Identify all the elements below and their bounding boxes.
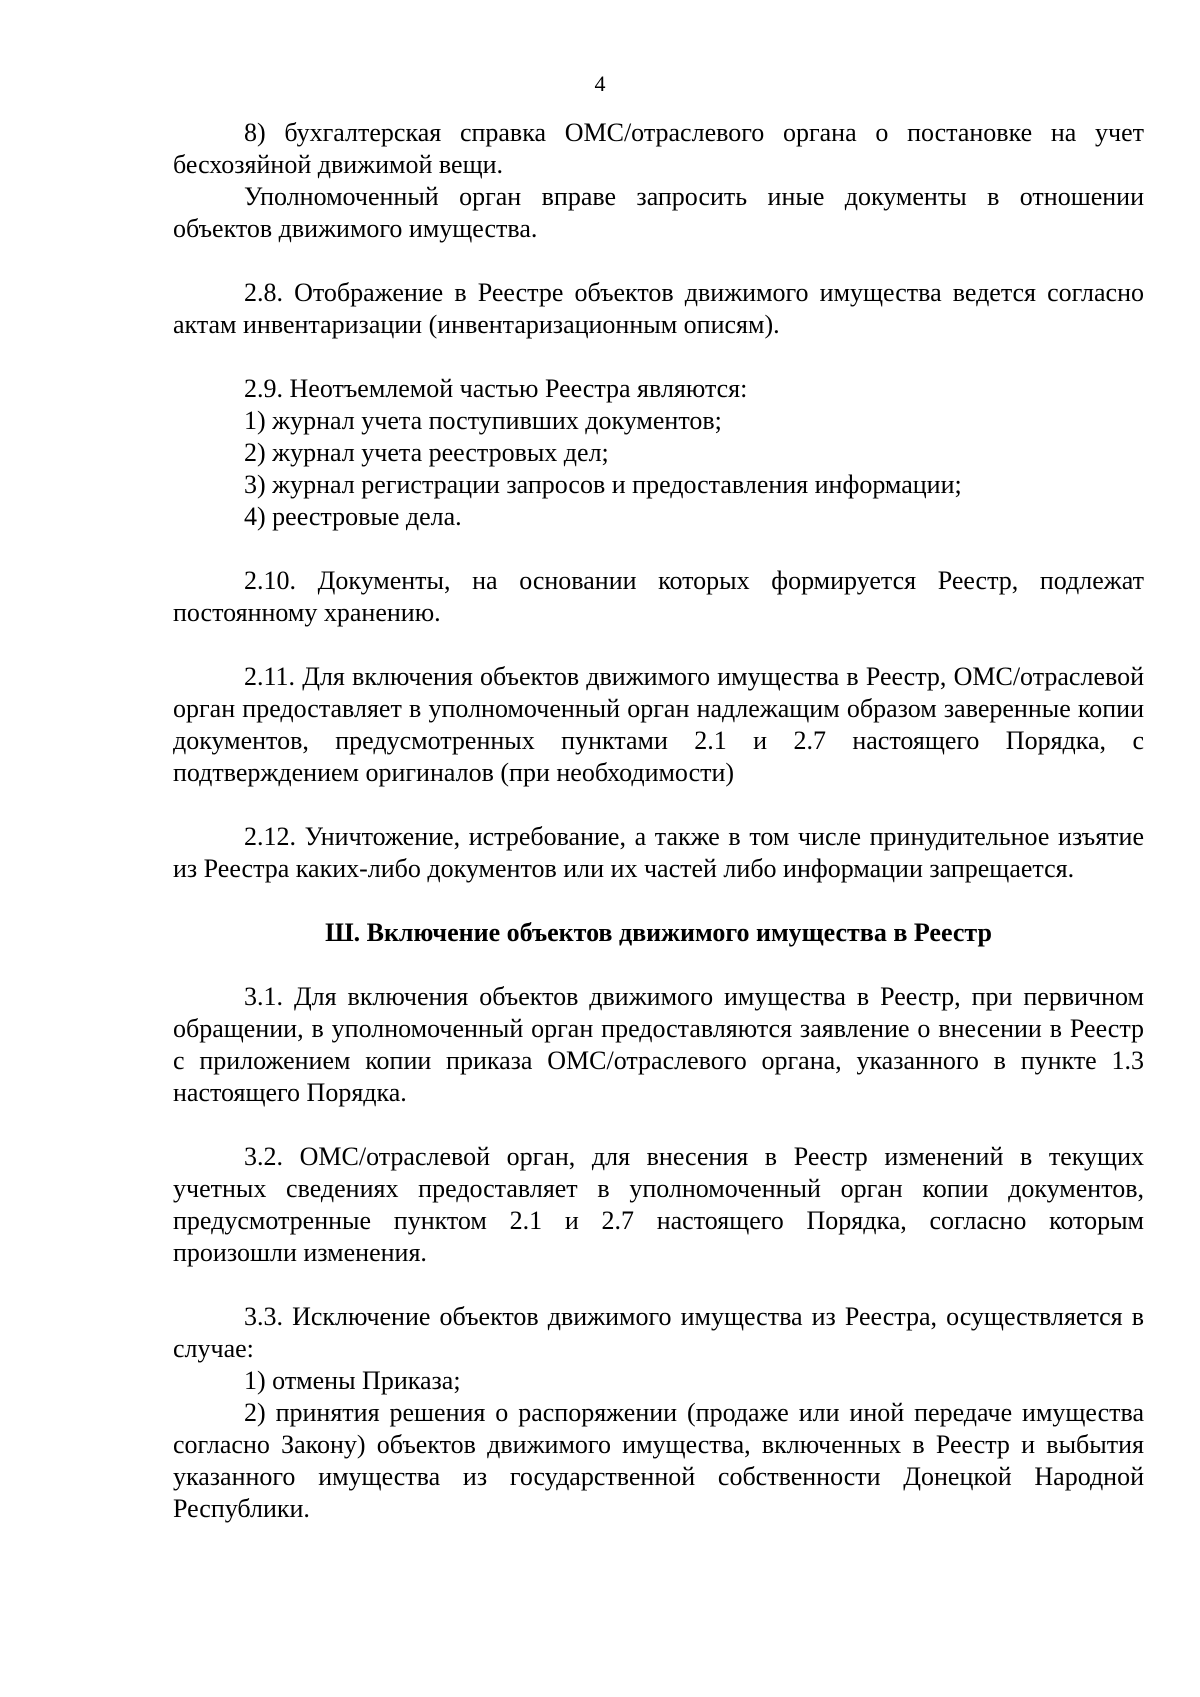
- paragraph-request-documents: Уполномоченный орган вправе запросить иные документы в отношении объектов движимого имущества.: [173, 182, 1144, 243]
- list-item: 2) принятия решения о распоряжении (продаже или иной передаче имущества согласно Закону) объектов движимого имущества, включенных в Реестр и выбытия указанного имущества из государственной собственности Донецкой Народной Республики.: [173, 1398, 1144, 1523]
- paragraph-3-1: 3.1. Для включения объектов движимого имущества в Реестр, при первичном обращении, в уполномоченный орган предоставляются заявление о внесении в Реестр с приложением копии приказа ОМС/отраслевого органа, указанного в пункте 1.3 настоящего Порядка.: [173, 982, 1144, 1107]
- list-item: 4) реестровые дела.: [244, 502, 462, 531]
- paragraph-2-12: 2.12. Уничтожение, истребование, а также в том числе принудительное изъятие из Реестра каких-либо документов или их частей либо информации запрещается.: [173, 822, 1144, 883]
- section-heading: Ш. Включение объектов движимого имущества в Реестр: [325, 918, 992, 947]
- paragraph-item-8: 8) бухгалтерская справка ОМС/отраслевого органа о постановке на учет бесхозяйной движимой вещи.: [173, 118, 1144, 179]
- paragraph-3-3: 3.3. Исключение объектов движимого имущества из Реестра, осуществляется в случае:: [173, 1302, 1144, 1363]
- list-item: 3) журнал регистрации запросов и предоставления информации;: [244, 470, 962, 499]
- paragraph-2-8: 2.8. Отображение в Реестре объектов движимого имущества ведется согласно актам инвентаризации (инвентаризационным описям).: [173, 278, 1144, 339]
- paragraph-2-11: 2.11. Для включения объектов движимого имущества в Реестр, ОМС/отраслевой орган предоставляет в уполномоченный орган надлежащим образом заверенные копии документов, предусмотренных пунктами 2.1 и 2.7 настоящего Порядка, с подтверждением оригиналов (при необходимости): [173, 662, 1144, 787]
- paragraph-2-10: 2.10. Документы, на основании которых формируется Реестр, подлежат постоянному хранению.: [173, 566, 1144, 627]
- list-item: 1) отмены Приказа;: [244, 1366, 461, 1395]
- paragraph-3-2: 3.2. ОМС/отраслевой орган, для внесения в Реестр изменений в текущих учетных сведениях предоставляет в уполномоченный орган копии документов, предусмотренные пунктом 2.1 и 2.7 настоящего Порядка, согласно которым произошли изменения.: [173, 1142, 1144, 1267]
- page-number: 4: [594, 71, 606, 96]
- list-item: 1) журнал учета поступивших документов;: [244, 406, 722, 435]
- paragraph-2-9: 2.9. Неотъемлемой частью Реестра являются:: [244, 374, 748, 403]
- list-item: 2) журнал учета реестровых дел;: [244, 438, 609, 467]
- document-body: [173, 117, 1144, 1525]
